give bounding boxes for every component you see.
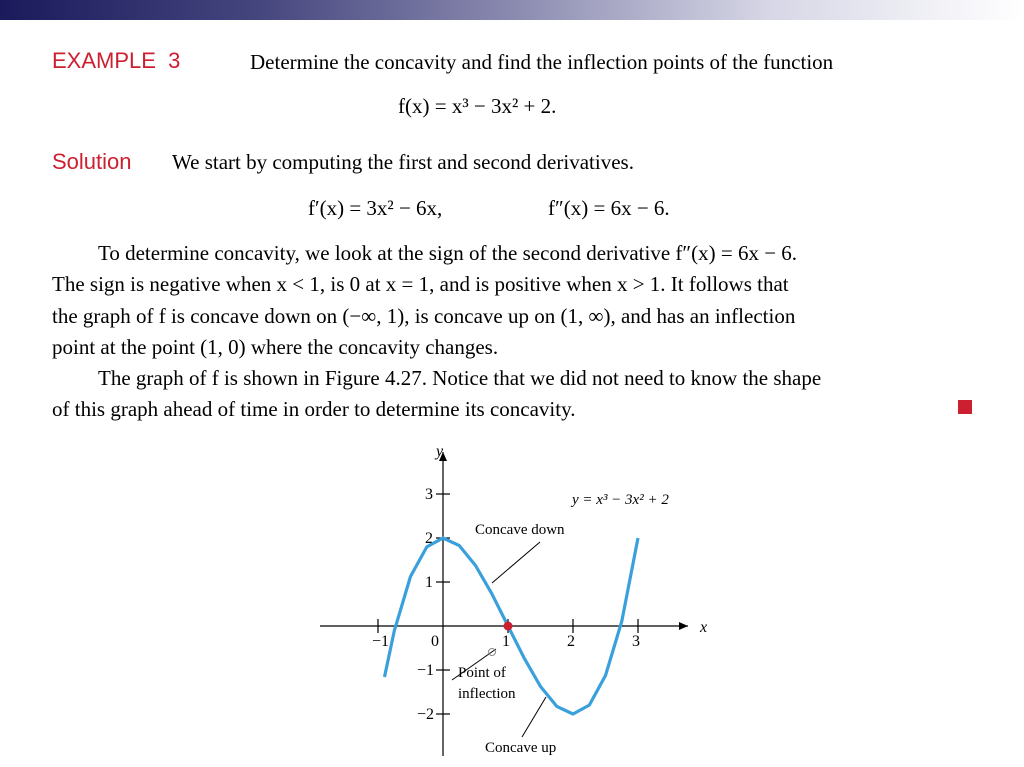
- paragraph1-line2: The sign is negative when x < 1, is 0 at x = 1, and is positive when x > 1. It follows that: [52, 272, 789, 296]
- first-derivative: f′(x) = 3x² − 6x,: [308, 196, 443, 220]
- point-of-inflection-label-line2: inflection: [458, 686, 516, 702]
- paragraph1-line4: point at the point (1, 0) where the concavity changes.: [52, 335, 499, 359]
- annotation-leaders: [452, 542, 546, 737]
- concave-down-label: Concave down: [475, 522, 565, 538]
- point-of-inflection-label-line1: Point of: [458, 665, 506, 681]
- y-axis-label: y: [436, 443, 444, 460]
- x-tick-label: −1: [372, 633, 390, 650]
- paragraph2-line1: The graph of f is shown in Figure 4.27. Notice that we did not need to know the shape: [98, 366, 822, 390]
- example-number: 3: [168, 48, 181, 73]
- concave-up-leader: [522, 697, 546, 737]
- paragraph1-line3: the graph of f is concave down on (−∞, 1), is concave up on (1, ∞), and has an inflection: [52, 304, 796, 328]
- concave-down-leader: [492, 542, 540, 583]
- y-tick-label: 2: [425, 530, 433, 547]
- y-tick-label: −2: [417, 706, 435, 723]
- end-of-proof-square: [958, 400, 972, 414]
- y-tick-label: −1: [417, 662, 435, 679]
- example-label: EXAMPLE: [52, 48, 156, 73]
- x-axis-label: x: [700, 619, 708, 636]
- second-derivative: f″(x) = 6x − 6.: [548, 196, 670, 220]
- x-tick-label: 2: [567, 633, 575, 650]
- paragraph1-line1: To determine concavity, we look at the sign of the second derivative f″(x) = 6x − 6.: [98, 241, 798, 265]
- x-tick-label: 3: [632, 633, 640, 650]
- function-definition: f(x) = x³ − 3x² + 2.: [398, 94, 557, 118]
- solution-label: Solution: [52, 149, 132, 174]
- example-prompt: Determine the concavity and find the inflection points of the function: [250, 50, 834, 74]
- x-tick-label: 1: [502, 633, 510, 650]
- y-tick-label: 3: [425, 486, 433, 503]
- x-axis-arrow: [679, 622, 688, 630]
- paragraph2-line2: of this graph ahead of time in order to determine its concavity.: [52, 397, 576, 421]
- concave-up-label: Concave up: [485, 740, 557, 756]
- x-tick-label: 0: [431, 633, 439, 650]
- function-graph: [300, 440, 720, 762]
- solution-intro: We start by computing the first and second derivatives.: [172, 150, 634, 174]
- curve-equation-label: y = x³ − 3x² + 2: [572, 492, 669, 508]
- y-tick-label: 1: [425, 574, 433, 591]
- inflection-point-marker: [504, 622, 513, 631]
- example-heading: [52, 48, 180, 74]
- top-gradient-bar: [0, 0, 1024, 20]
